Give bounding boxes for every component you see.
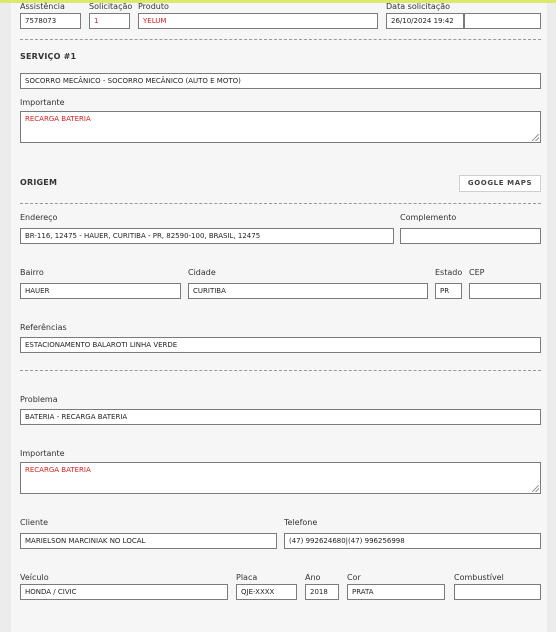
top-accent-line [0, 0, 556, 3]
bairro-label: Bairro [20, 268, 44, 277]
solicitacao-label: Solicitação [89, 2, 133, 11]
cep-label: CEP [469, 268, 485, 277]
problema-importante-textarea[interactable] [20, 462, 541, 494]
produto-label: Produto [138, 2, 169, 11]
divider [20, 370, 541, 371]
placa-field[interactable]: QJE-XXXX [236, 584, 297, 600]
problema-importante-text: RECARGA BATERIA [25, 466, 91, 474]
cor-field[interactable]: PRATA [347, 584, 445, 600]
combustivel-label: Combustível [454, 573, 504, 582]
servico-description-field[interactable]: SOCORRO MECÂNICO - SOCORRO MECÂNICO (AUTO E MOTO) [20, 73, 541, 89]
referencias-field[interactable]: ESTACIONAMENTO BALAROTI LINHA VERDE [20, 337, 541, 353]
data-solicitacao-label: Data solicitação [386, 2, 451, 11]
assistencia-label: Assistência [20, 2, 65, 11]
ano-field[interactable]: 2018 [305, 584, 339, 600]
hora-solicitacao-field[interactable] [464, 13, 541, 29]
google-maps-button[interactable]: GOOGLE MAPS [459, 175, 541, 192]
placa-label: Placa [236, 573, 258, 582]
origem-title: ORIGEM [20, 178, 58, 187]
solicitacao-field[interactable]: 1 [89, 13, 130, 29]
problema-importante-label: Importante [20, 449, 65, 458]
cliente-field[interactable]: MARIELSON MARCINIAK NO LOCAL [20, 533, 277, 549]
cidade-field[interactable]: CURITIBA [188, 283, 428, 299]
divider [20, 39, 541, 40]
cor-label: Cor [347, 573, 361, 582]
combustivel-field[interactable] [454, 584, 541, 600]
cep-field[interactable] [469, 283, 541, 299]
servico-title: SERVIÇO #1 [20, 52, 77, 61]
cliente-label: Cliente [20, 518, 49, 527]
telefone-field[interactable]: (47) 992624680|(47) 996256998 [284, 533, 541, 549]
produto-field[interactable]: YELUM [138, 13, 378, 29]
estado-field[interactable]: PR [435, 283, 462, 299]
divider [20, 203, 541, 204]
bairro-field[interactable]: HAUER [20, 283, 181, 299]
ano-label: Ano [305, 573, 321, 582]
referencias-label: Referências [20, 323, 67, 332]
veiculo-field[interactable]: HONDA / CIVIC [20, 584, 228, 600]
assistencia-field[interactable]: 7578073 [20, 13, 81, 29]
servico-importante-text: RECARGA BATERIA [25, 115, 91, 123]
complemento-label: Complemento [400, 213, 457, 222]
cidade-label: Cidade [188, 268, 216, 277]
endereco-label: Endereço [20, 213, 58, 222]
veiculo-label: Veículo [20, 573, 49, 582]
servico-importante-label: Importante [20, 98, 65, 107]
endereco-field[interactable]: BR-116, 12475 - HAUER, CURITIBA - PR, 82590-100, BRASIL, 12475 [20, 228, 394, 244]
problema-field[interactable]: BATERIA - RECARGA BATERIA [20, 409, 541, 425]
resize-grip-icon[interactable] [532, 485, 539, 492]
estado-label: Estado [435, 268, 463, 277]
resize-grip-icon[interactable] [532, 134, 539, 141]
servico-importante-textarea[interactable] [20, 111, 541, 143]
telefone-label: Telefone [284, 518, 318, 527]
data-solicitacao-field[interactable]: 26/10/2024 19:42 [386, 13, 464, 29]
complemento-field[interactable] [400, 228, 541, 244]
problema-label: Problema [20, 395, 58, 404]
